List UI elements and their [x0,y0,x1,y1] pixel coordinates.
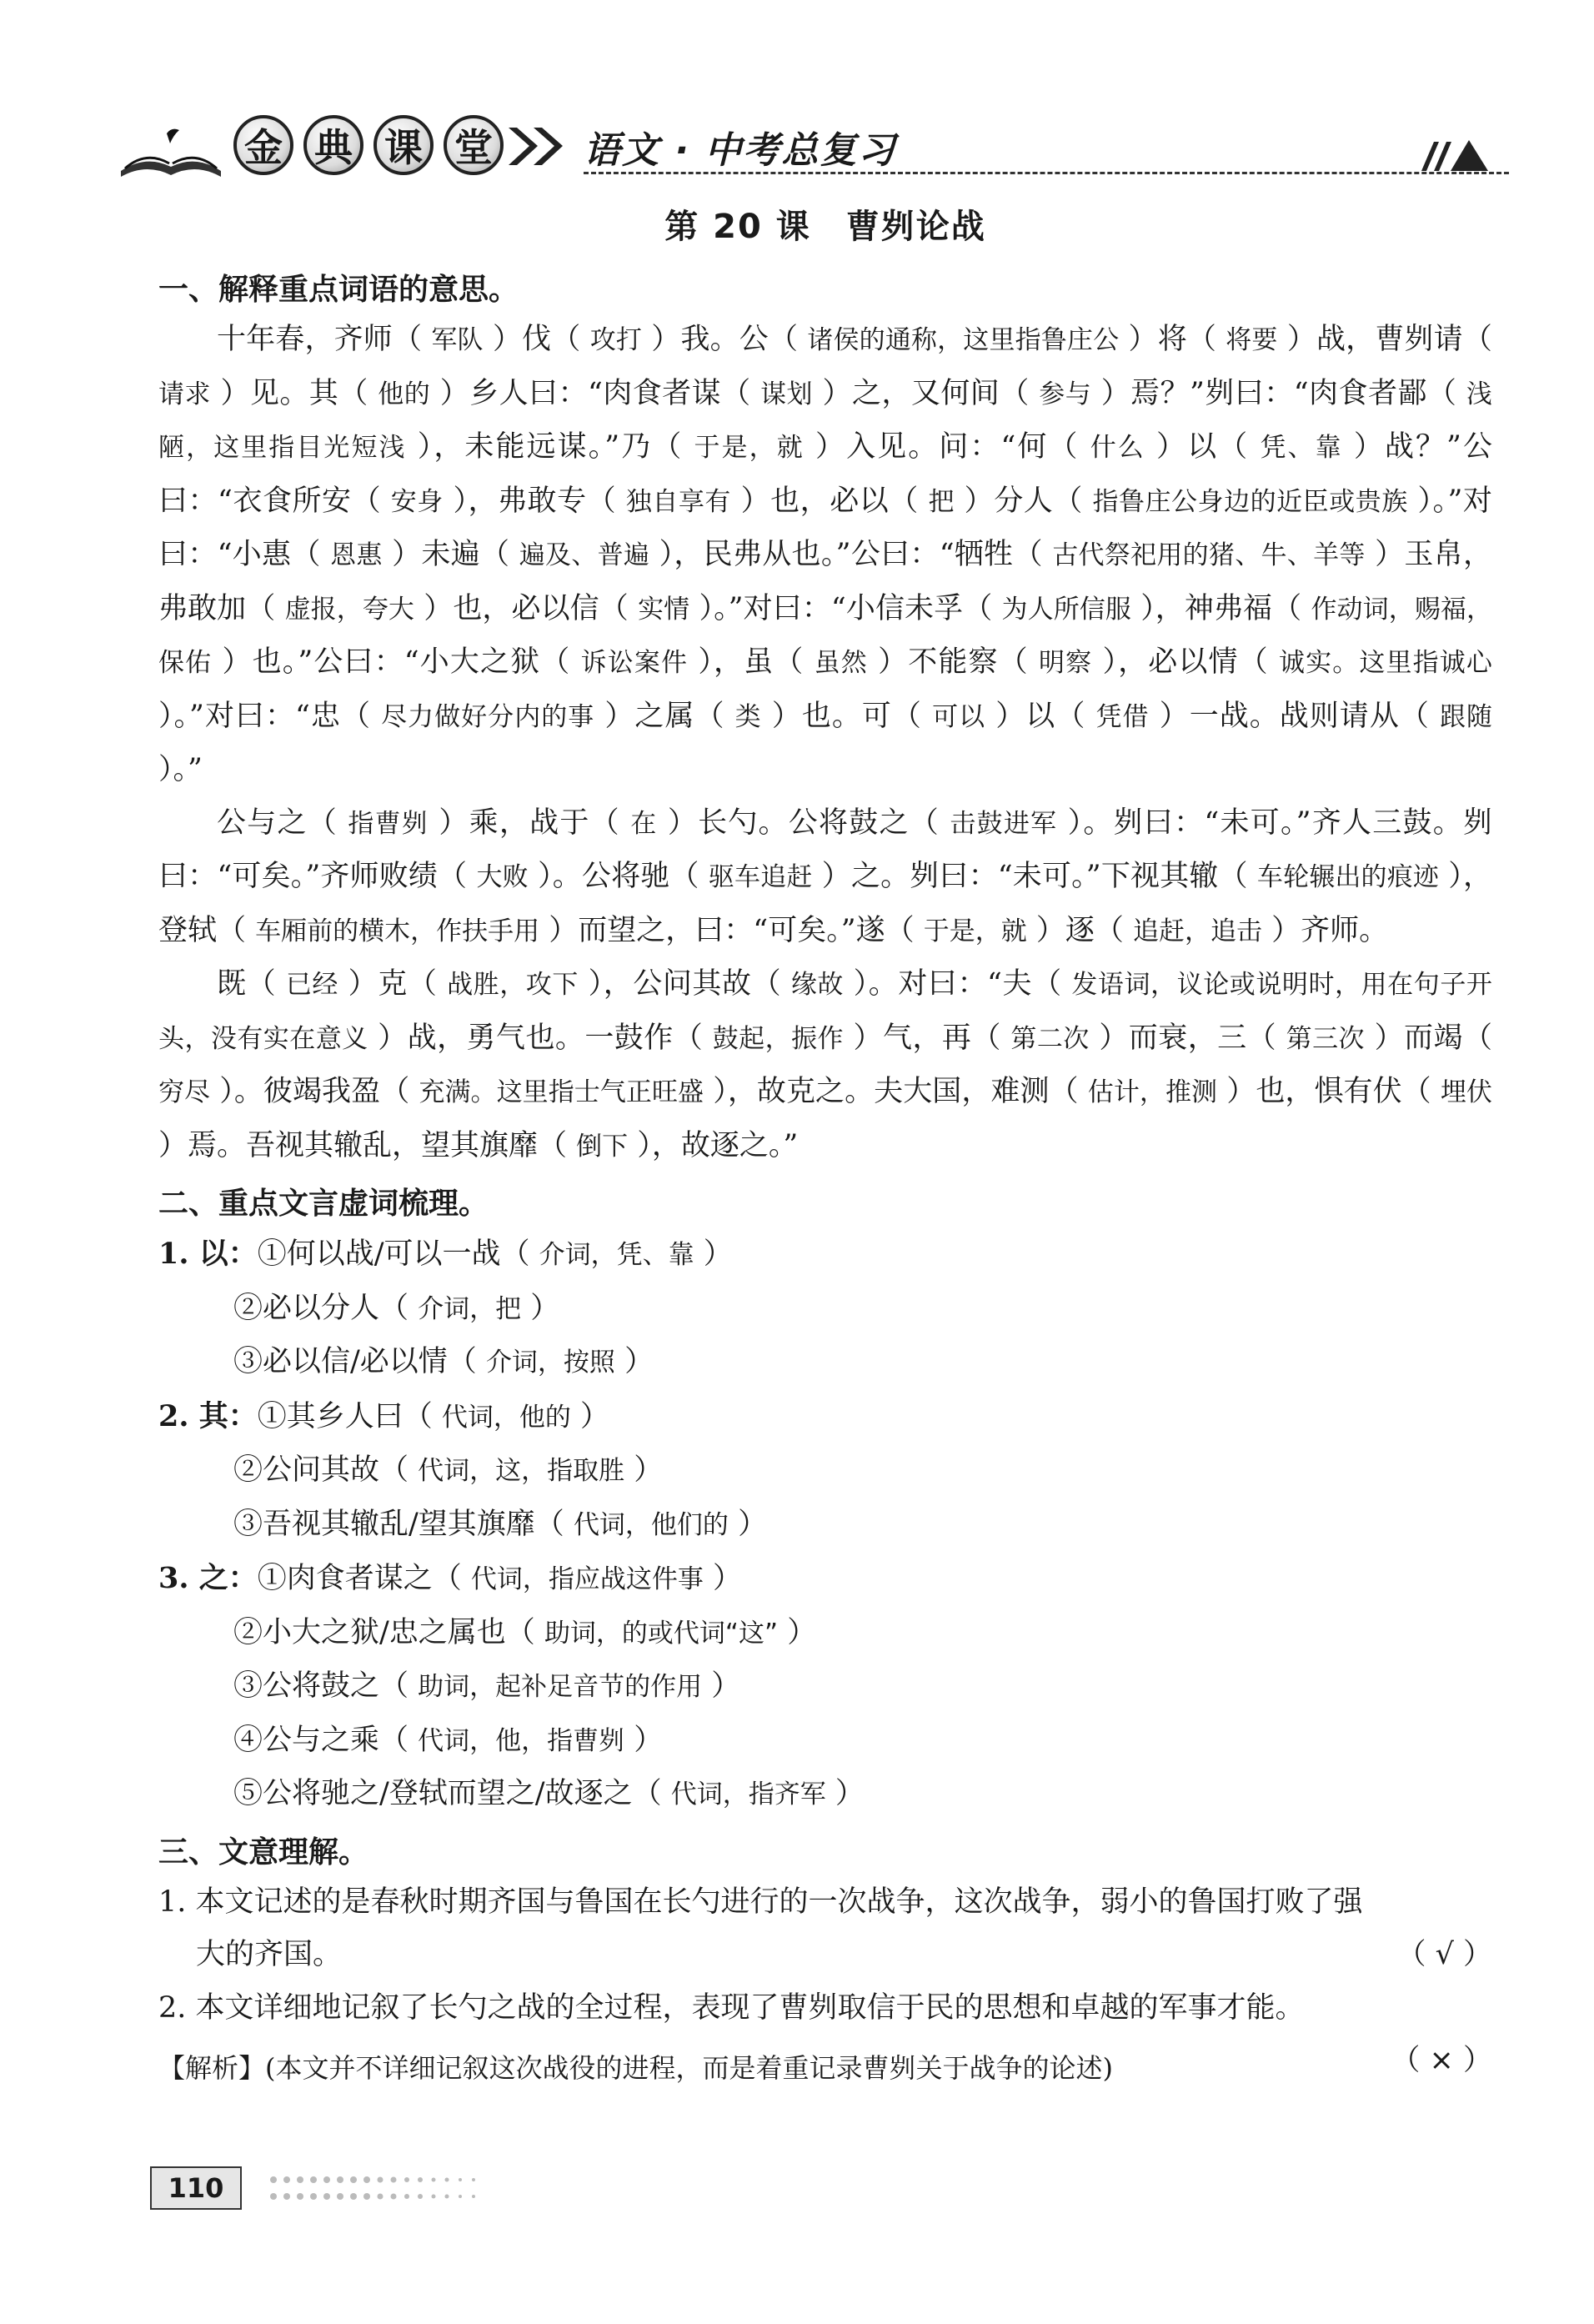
passage-text: 而竭 [1404,1021,1463,1055]
passage-text: 克 [378,967,408,1001]
section-heading: 二、重点文言虚词梳理。 [158,1187,489,1221]
word-gloss: 尽力做好分内的事 [381,701,595,732]
page-footer [150,2166,734,2225]
word-gloss: 驱车追赶 [708,862,813,892]
passage-text: 玉帛，弗敢加 [158,538,1492,625]
word-gloss: 介词，凭、靠 [539,1240,694,1270]
passage-text: 。”对曰：“小信未孚 [714,591,964,625]
brand-char: 金 [233,115,293,175]
word-gloss: 助词，起补足音节的作用 [418,1672,703,1702]
word-gloss: 古代祭祀用的猪、牛、羊等 [1052,540,1366,570]
word-gloss: 指曹刿 [348,808,429,839]
particle-example: 3. 之：①肉食者谋之（ 代词，指应战这件事 ） [158,1561,743,1595]
passage-text: 既 [217,967,247,1001]
example-text: ①其乡人曰 [257,1399,404,1433]
particle-group [158,1390,1492,1553]
example-text: ③必以信/必以情 [233,1345,448,1378]
passage-text: 也，必以信 [453,591,599,625]
passage-text: 。刿曰：“未可。”齐人三鼓。刿曰：“可矣。”齐师败绩 [158,806,1492,893]
passage-text: 我。公 [680,323,769,356]
question-continuation [158,1929,1492,1982]
particle-example: ⑤公将驰之/登轼而望之/故逐之（ 代词，指齐军 ） [233,1777,865,1810]
brand-logo [233,115,504,175]
passage-text: 将 [1157,323,1187,356]
particle-example: ②必以分人（ 介词，把 ） [233,1291,560,1325]
brand-char: 堂 [444,115,504,175]
word-gloss: 代词，指应战这件事 [470,1564,704,1594]
page-header [117,108,1492,183]
word-gloss: 恩惠 [330,540,383,570]
word-gloss: 介词，按照 [485,1348,615,1378]
passage-text: 之。刿曰：“未可。”下视其辙 [850,860,1219,893]
word-gloss: 已经 [285,970,338,1000]
word-gloss: 第三次 [1286,1023,1365,1054]
word-gloss: 军队 [431,325,484,355]
particle-head: 1. 以： [158,1237,258,1271]
word-gloss: 什么 [1090,433,1145,463]
word-gloss: 可以 [932,701,986,732]
header-divider [584,172,1509,174]
classical-passage [158,314,1492,1173]
passage-paragraph: 既（ 已经 ）克（ 战胜，攻下 ），公问其故（ 缘故 ）。对曰：“夫（ 发语词，议论或说明时，用在句子开头，没有实在意义 ）战，勇气也。一鼓作（ 鼓起，振作 ）气，再（ 第二次 ）而衰，三（ 第三次 ）而竭（ 穷尽 ）。彼竭我盈（ 充满。这里指士气正旺盛 ），故克之。夫大国，难测（ 估计，推测 ）也，惧有伏（ 埋伏 ）焉。吾视其辙乱，望其旗靡（ 倒下 ），故逐之。” [158,967,1492,1162]
word-gloss: 类 [734,701,762,732]
passage-text: 。”对曰：“忠 [173,699,341,733]
word-gloss: 充满。这里指士气正旺盛 [419,1077,704,1107]
particle-example: ③公将鼓之（ 助词，起补足音节的作用 ） [233,1669,741,1703]
word-gloss: 虚报，夸大 [284,594,415,625]
particle-example: ③必以信/必以情（ 介词，按照 ） [233,1345,654,1378]
word-gloss: 指鲁庄公身边的近臣或贵族 [1092,486,1408,517]
word-gloss: 发语词，议论或说明时，用在句子开头，没有实在意义 [158,970,1492,1054]
section-heading: 一、解释重点词语的意思。 [158,273,519,307]
passage-text: ，故逐之。” [651,1128,799,1162]
passage-text: ，神弗福 [1155,591,1273,625]
word-gloss: 埋伏 [1440,1077,1492,1107]
word-gloss: 于是，就 [694,433,805,463]
question-text: 大的齐国。 [196,1938,343,1971]
particle-example: ④公与之乘（ 代词，他，指曹刿 ） [233,1723,664,1757]
passage-text: 而望之，曰：“可矣。”遂 [578,913,885,947]
passage-text: ，登轼 [158,860,1492,947]
passage-text: 之，又何间 [852,376,1000,410]
word-gloss: 虽然 [814,648,868,678]
example-text: ②公问其故 [233,1453,380,1487]
particle-example: ②小大之狱/忠之属也（ 助词，的或代词“这” ） [233,1615,817,1649]
particle-head: 3. 之： [158,1561,258,1595]
word-gloss: 他的 [378,379,431,409]
word-gloss: 实情 [638,594,690,625]
word-gloss: 遍及、普遍 [519,540,650,570]
dot-pattern-decoration [267,2171,734,2206]
question-item [158,1876,1492,1982]
word-gloss: 明察 [1039,648,1093,678]
section-heading: 三、文意理解。 [158,1835,369,1870]
example-text: ③公将鼓之 [233,1669,380,1703]
passage-text: 齐师。 [1301,913,1389,947]
brand-char: 课 [373,115,434,175]
word-gloss: 在 [630,808,658,839]
word-gloss: 为人所信服 [1001,594,1131,625]
passage-text: 也。可 [801,699,892,733]
example-text: ①何以战/可以一战 [257,1237,501,1271]
lesson-title: 第 20 课 曹刿论战 [664,208,986,246]
word-gloss: 诉讼案件 [580,648,689,678]
passage-text: 乡人曰：“肉食者谋 [469,376,722,410]
word-gloss: 估计，推测 [1087,1077,1218,1107]
passage-text: 。” [173,753,203,786]
answer-mark: （ √ ） [1396,1938,1492,1971]
page-content [158,200,1492,2093]
word-gloss: 作动词，赐福，保佑 [158,594,1492,678]
word-gloss: 追赶，追击 [1133,916,1263,946]
example-text: ②必以分人 [233,1291,380,1325]
passage-text: 长勺。公将鼓之 [698,806,910,840]
passage-text: 逐 [1065,913,1095,947]
passage-text: 。对曰：“夫 [868,967,1033,1001]
passage-text: 战，勇气也。一鼓作 [407,1021,674,1055]
word-gloss: 战胜，攻下 [447,970,579,1000]
word-gloss: 凭、靠 [1260,433,1343,463]
passage-text: 以 [1187,430,1219,464]
analysis-note: 【解析】(本文并不详细记叙这次战役的进程，而是着重记录曹刿关于战争的论述) [158,2052,1113,2084]
word-gloss: 谋划 [760,379,813,409]
word-gloss: 代词，他们的 [573,1509,729,1540]
word-gloss: 缘故 [790,970,844,1000]
passage-text: 分人 [994,484,1054,518]
question-text: 2. 本文详细地记叙了长勺之战的全过程，表现了曹刿取信于民的思想和卓越的军事才能。 [158,1990,1305,2025]
word-gloss: 请求 [158,379,211,409]
passage-text: ，民弗从也。”公曰：“牺牲 [674,538,1014,571]
slash-triangle-icon [1417,133,1492,175]
passage-text: ，公问其故 [603,967,752,1001]
particle-group [158,1552,1492,1822]
passage-text: ，故克之。夫大国，难测 [727,1075,1050,1108]
passage-text: 战，曹刿请 [1316,323,1463,356]
passage-text: ，弗敢专 [468,484,587,518]
particle-list [158,1227,1492,1822]
passage-text: 不能察 [908,645,999,679]
passage-text: 也，惧有伏 [1256,1075,1402,1108]
passage-text: 气，再 [883,1021,972,1055]
word-gloss: 代词，他的 [441,1402,571,1433]
word-gloss: 参与 [1039,379,1092,409]
word-gloss: 安身 [390,486,444,517]
particle-example: ③吾视其辙乱/望其旗靡（ 代词，他们的 ） [233,1507,768,1541]
example-text: ④公与之乘 [233,1723,380,1757]
word-gloss: 穷尽 [158,1077,211,1107]
word-gloss: 浅陋，这里指目光短浅 [158,379,1492,463]
word-gloss: 凭借 [1095,701,1150,732]
word-gloss: 大败 [476,862,529,892]
passage-text: 见。其 [249,376,339,410]
word-gloss: 诸侯的通称，这里指鲁庄公 [807,325,1120,355]
passage-text: 以 [1025,699,1056,733]
particle-group [158,1227,1492,1390]
word-gloss: 车轮辗出的痕迹 [1256,862,1440,892]
example-text: ①肉食者谋之 [257,1562,433,1595]
example-text: ③吾视其辙乱/望其旗靡 [233,1507,535,1541]
word-gloss: 把 [928,486,955,517]
passage-text: 。公将驰 [552,860,670,893]
passage-text: 战？”公曰：“衣食所安 [158,430,1492,518]
passage-text: 也。”公曰：“小大之狱 [252,645,541,679]
word-gloss: 第二次 [1010,1023,1090,1054]
passage-text: 焉。吾视其辙乱，望其旗靡 [188,1128,539,1162]
page-number: 110 [150,2166,242,2210]
word-gloss: 诚实。这里指诚心 [1279,648,1492,678]
passage-text: 未遍 [421,538,480,571]
word-gloss: 将要 [1226,325,1278,355]
passage-text: 也，必以 [770,484,890,518]
word-gloss: 代词，指齐军 [670,1779,826,1810]
passage-text: 。彼竭我盈 [233,1075,381,1108]
passage-text: 一战。战则请从 [1189,699,1400,733]
open-book-icon [117,125,225,183]
passage-text: 十年春，齐师 [217,323,393,356]
word-gloss: 助词，的或代词“这” [544,1618,779,1649]
passage-text: 伐 [522,323,552,356]
passage-text: ，必以情 [1118,645,1239,679]
passage-text: ，虽 [714,645,774,679]
word-gloss: 攻打 [589,325,643,355]
word-gloss: 介词，把 [418,1293,522,1324]
example-text: ②小大之狱/忠之属也 [233,1615,506,1649]
word-gloss: 倒下 [576,1131,629,1162]
passage-paragraph: 公与之（ 指曹刿 ）乘，战于（ 在 ）长勺。公将鼓之（ 击鼓进军 ）。刿曰：“未可。”齐人三鼓。刿曰：“可矣。”齐师败绩（ 大败 ）。公将驰（ 驱车追赶 ）之。刿曰：“未可。”下视其辙（ 车轮辗出的痕迹 ），登轼（ 车厢前的横木，作扶手用 ）而望之，曰：“可矣。”遂（ 于是，就 ）逐（ 追赶，追击 ）齐师。 [158,806,1492,947]
word-gloss: 独自享有 [625,486,731,517]
particle-example: 2. 其：①其乡人曰（ 代词，他的 ） [158,1398,610,1433]
word-gloss: 代词，这，指取胜 [418,1456,625,1486]
passage-text: 乘，战于 [469,806,590,840]
passage-text: 。”对曰：“小惠 [158,484,1492,571]
particle-example: ②公问其故（ 代词，这，指取胜 ） [233,1453,664,1487]
double-chevron-icon [504,123,571,169]
word-gloss: 代词，他，指曹刿 [418,1725,625,1756]
example-text: ⑤公将驰之/登轼而望之/故逐之 [233,1777,633,1810]
word-gloss: 跟随 [1440,701,1493,732]
answer-mark: （ × ） [1391,2044,1492,2077]
subject-title: 语文 · 中考总复习 [584,129,897,172]
particle-example: 1. 以：①何以战/可以一战（ 介词，凭、靠 ） [158,1237,733,1271]
brand-char: 典 [303,115,363,175]
passage-text: 之属 [634,699,695,733]
passage-text: 公与之 [217,806,308,840]
question-text: 1. 本文记述的是春秋时期齐国与鲁国在长勺进行的一次战争，这次战争，弱小的鲁国打败了强 [158,1885,1363,1919]
passage-text: 焉？”刿曰：“肉食者鄙 [1130,376,1427,410]
passage-text: 而衰，三 [1128,1021,1247,1055]
passage-text: 入见。问：“何 [846,430,1049,464]
word-gloss: 车厢前的横木，作扶手用 [255,916,540,946]
word-gloss: 于是，就 [923,916,1027,946]
passage-text: ，未能远谋。”乃 [434,430,653,464]
word-gloss: 鼓起，振作 [712,1023,844,1054]
particle-head: 2. 其： [158,1398,258,1433]
word-gloss: 击鼓进军 [950,808,1058,839]
passage-paragraph: 十年春，齐师（ 军队 ）伐（ 攻打 ）我。公（ 诸侯的通称，这里指鲁庄公 ）将（ 将要 ）战，曹刿请（ 请求 ）见。其（ 他的 ）乡人曰：“肉食者谋（ 谋划 ）之，又何间（ 参与 ）焉？”刿曰：“肉食者鄙（ 浅陋，这里指目光短浅 ），未能远谋。”乃（ 于是，就 ）入见。问：“何（ 什么 ）以（ 凭、靠 ）战？”公曰：“衣食所安（ 安身 ），弗敢专（ 独自享有 ）也，必以（ 把 ）分人（ 指鲁庄公身边的近臣或贵族 ）。”对曰：“小惠（ 恩惠 ）未遍（ 遍及、普遍 ），民弗从也。”公曰：“牺牲（ 古代祭祀用的猪、牛、羊等 ）玉帛，弗敢加（ 虚报，夸大 ）也，必以信（ 实情 ）。”对曰：“小信未孚（ 为人所信服 ），神弗福（ 作动词，赐福，保佑 ）也。”公曰：“小大之狱（ 诉讼案件 ），虽（ 虽然 ）不能察（ 明察 ），必以情（ 诚实。这里指诚心 ）。”对曰：“忠（ 尽力做好分内的事 ）之属（ 类 ）也。可（ 可以 ）以（ 凭借 ）一战。战则请从（ 跟随 ）。” [158,323,1493,786]
